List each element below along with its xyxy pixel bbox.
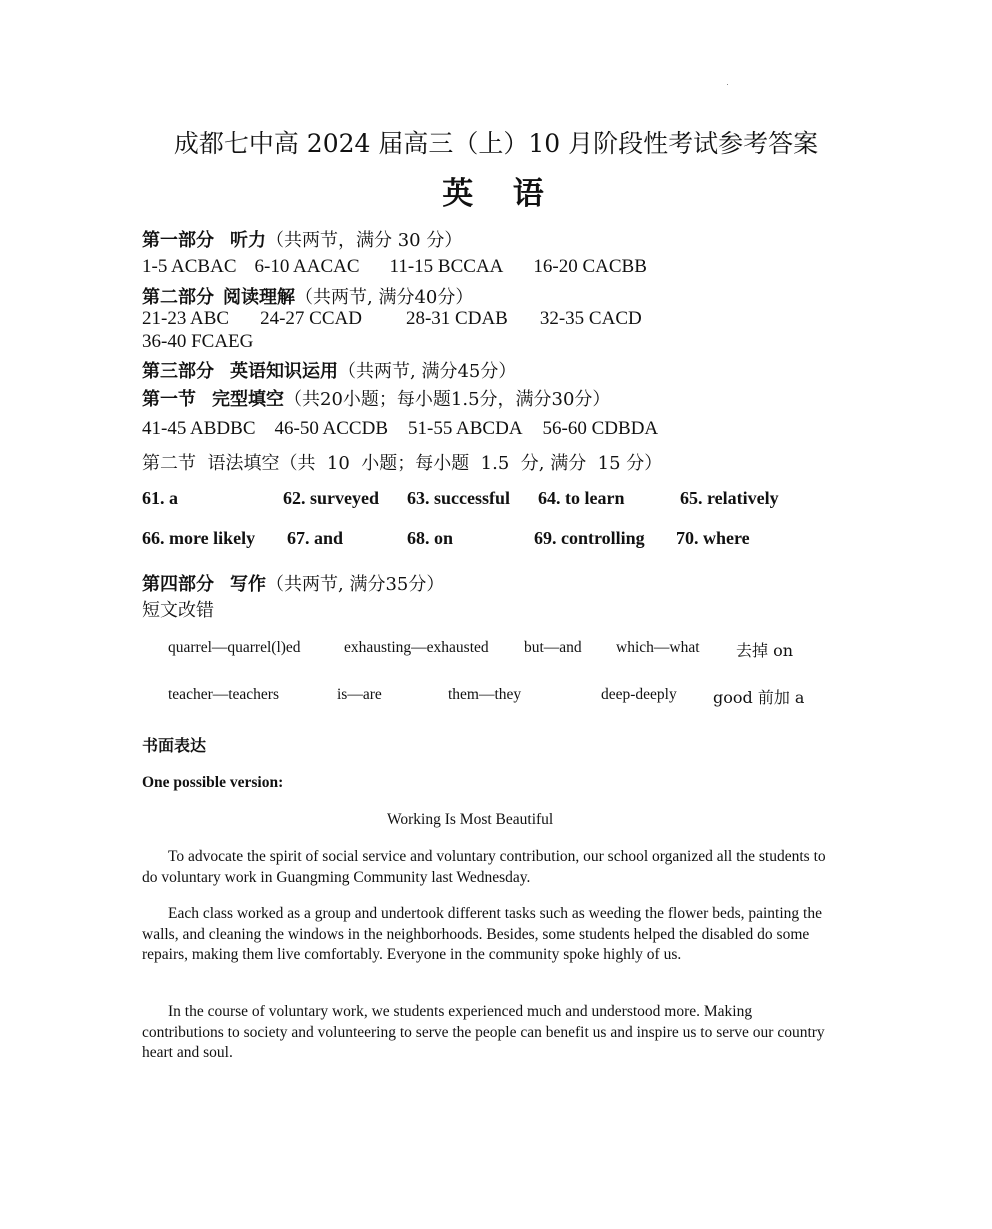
- section1-note: （共20小题；每小题1.5分，满分30分）: [284, 389, 611, 410]
- part2-note: （共两节, 满分40分）: [295, 287, 474, 308]
- essay-title: Working Is Most Beautiful: [387, 811, 554, 828]
- correction-item: exhausting—exhausted: [344, 639, 489, 656]
- correction-item: quarrel—quarrel(l)ed: [168, 639, 301, 656]
- part1-label: 第一部分: [142, 230, 214, 251]
- answer-group: 41-45 ABDBC: [142, 418, 256, 439]
- correction-item: good 前加 a: [713, 688, 805, 707]
- part2-label: 第二部分: [142, 287, 214, 308]
- answer-group: 32-35 CACD: [539, 308, 642, 329]
- part4-label: 第四部分: [142, 574, 214, 595]
- part1-heading: [142, 226, 462, 252]
- writing-title: 书面表达: [142, 736, 207, 755]
- part1-note: （共两节，满分 30 分）: [266, 230, 463, 251]
- answer-group: 51-55 ABCDA: [408, 418, 523, 439]
- answer-group: 16-20 CACBB: [533, 256, 647, 277]
- essay-paragraph: Each class worked as a group and undertook different tasks such as weeding the flower beds, painting the walls, and cleaning the windows in the neighborhoods. Besides, some students helped the disabled do some repairs, making them live comfortably. Everyone in the community spoke highly of us.: [142, 905, 822, 963]
- grammar-answer: 65. relatively: [680, 488, 779, 508]
- version-label: One possible version:: [142, 774, 284, 791]
- part2-answers-row1: [142, 308, 642, 330]
- scan-dot: [727, 84, 728, 85]
- part1-title: 听力: [230, 230, 266, 251]
- grammar-answer: 68. on: [407, 528, 454, 548]
- answer-group: 56-60 CDBDA: [542, 418, 659, 439]
- answer-group: 21-23 ABC: [142, 308, 230, 329]
- part3-heading: [142, 357, 516, 383]
- answer-group: 1-5 ACBAC: [142, 256, 237, 277]
- section1-title: 完型填空: [212, 389, 284, 410]
- part3-note: （共两节, 满分45分）: [338, 361, 517, 382]
- essay-paragraph: In the course of voluntary work, we students experienced much and understood more. Making contributions to society and volunteering to serve the people can benefit us and inspire us to serve our country heart and soul.: [142, 1003, 825, 1061]
- answer-group: 36-40 FCAEG: [142, 331, 254, 352]
- grammar-answer: 70. where: [676, 528, 750, 548]
- part3-title: 英语知识运用: [230, 361, 338, 382]
- grammar-answer: 64. to learn: [538, 488, 625, 508]
- answer-group: 11-15 BCCAA: [389, 256, 504, 277]
- grammar-answer: 63. successful: [407, 488, 510, 508]
- grammar-answer: 69. controlling: [534, 528, 645, 548]
- answer-group: 6-10 AACAC: [254, 256, 360, 277]
- essay-paragraph: To advocate the spirit of social service and voluntary contribution, our school organized all the students to do voluntary work in Guangming Community last Wednesday.: [142, 848, 826, 886]
- subject-title: 英 语: [442, 176, 550, 212]
- correction-title: 短文改错: [142, 600, 214, 621]
- correction-item: 去掉 on: [736, 641, 794, 660]
- answer-group: 28-31 CDAB: [405, 308, 508, 329]
- grammar-answer: 67. and: [287, 528, 344, 548]
- part2-title: 阅读理解: [223, 287, 295, 308]
- answer-group: 46-50 ACCDB: [274, 418, 388, 439]
- grammar-answer: 62. surveyed: [283, 488, 379, 508]
- correction-item: which—what: [616, 639, 700, 656]
- part2-answers-row2: [142, 331, 253, 353]
- section1-answers: [142, 418, 658, 440]
- page-title: 成都七中高 2024 届高三（上）10 月阶段性考试参考答案: [173, 129, 819, 158]
- part4-heading: [142, 570, 444, 596]
- grammar-answer: 66. more likely: [142, 528, 256, 548]
- part2-heading: [142, 283, 473, 309]
- correction-item: them—they: [448, 686, 522, 703]
- part1-answers: [142, 256, 647, 278]
- grammar-answer: 61. a: [142, 488, 178, 508]
- part3-label: 第三部分: [142, 361, 214, 382]
- correction-item: is—are: [337, 686, 382, 703]
- section2-heading: 第二节 语法填空（共 10 小题；每小题 1.5 分, 满分 15 分）: [142, 453, 663, 474]
- section1-heading: [142, 385, 610, 411]
- part4-title: 写作: [230, 574, 266, 595]
- correction-item: teacher—teachers: [168, 686, 280, 703]
- part4-note: （共两节, 满分35分）: [266, 574, 445, 595]
- section1-label: 第一节: [142, 389, 196, 410]
- correction-item: but—and: [524, 639, 582, 656]
- answer-group: 24-27 CCAD: [260, 308, 362, 329]
- correction-item: deep-deeply: [601, 686, 677, 703]
